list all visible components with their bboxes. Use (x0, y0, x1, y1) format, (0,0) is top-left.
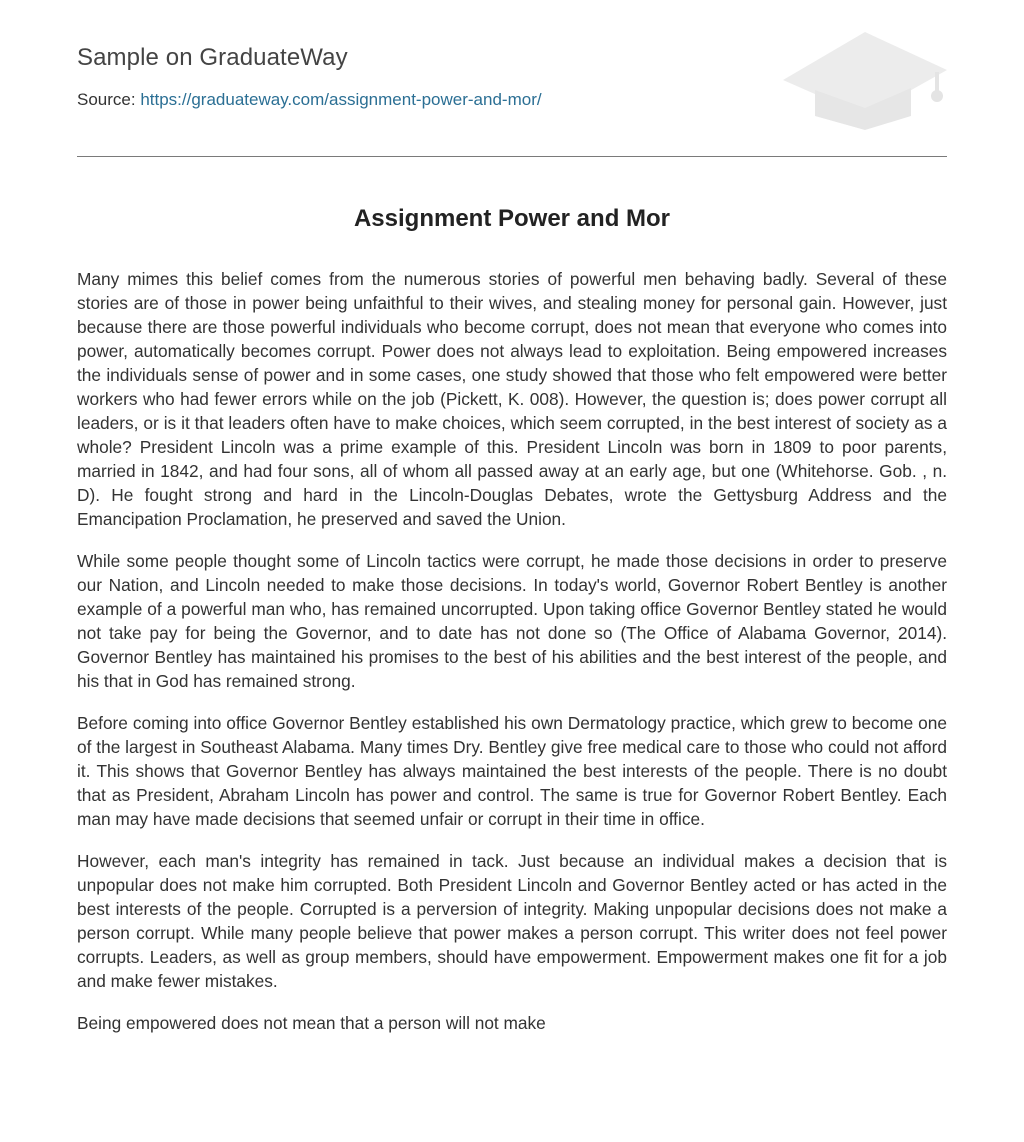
paragraph: While some people thought some of Lincoln tactics were corrupt, he made those decisions in order to preserve our Nation, and Lincoln needed to make those decisions. In today's world, Governor Robert Bentley is another example of a powerful man who, has remained uncorrupted. Upon taking office Governor Bentley stated he would not take pay for being the Governor, and to date has not done so (The Office of Alabama Governor, 2014). Governor Bentley has maintained his promises to the best of his abilities and the best interest of the people, and his that in God has remained strong. (77, 551, 947, 691)
page-header (77, 0, 947, 157)
source-label: Source: (77, 90, 136, 109)
source-line (77, 90, 542, 110)
paragraph: Many mimes this belief comes from the numerous stories of powerful men behaving badly. Several of these stories are of those in power being unfaithful to their wives, and stealing money for personal gain. However, just because there are those powerful individuals who become corrupt, does not mean that everyone who comes into power, automatically becomes corrupt. Power does not always lead to exploitation. Being empowered increases the individuals sense of power and in some cases, one study showed that those who felt empowered were better workers who had fewer errors while on the job (Pickett, K. 008). However, the question is; does power corrupt all leaders, or is it that leaders often have to make choices, which seem corrupted, in the best interest of society as a whole? President Lincoln was a prime example of this. President Lincoln was born in 1809 to poor parents, married in 1842, and had four sons, all of whom all passed away at an early age, but one (Whitehorse. Gob. , n. D). He fought strong and hard in the Lincoln-Douglas Debates, wrote the Gettysburg Address and the Emancipation Proclamation, he preserved and saved the Union. (77, 269, 947, 529)
paragraph: However, each man's integrity has remained in tack. Just because an individual makes a decision that is unpopular does not make him corrupted. Both President Lincoln and Governor Bentley acted or has acted in the best interests of the people. Corrupted is a perversion of integrity. Making unpopular decisions does not make a person corrupt. While many people believe that power makes a person corrupt. This writer does not feel power corrupts. Leaders, as well as group members, should have empowerment. Empowerment makes one fit for a job and make fewer mistakes. (77, 851, 947, 991)
document-title: Assignment Power and Mor (353, 205, 671, 232)
site-title: Sample on GraduateWay (77, 44, 348, 71)
source-link[interactable]: https://graduateway.com/assignment-power-and-mor/ (140, 90, 542, 109)
graduation-cap-icon (781, 30, 947, 134)
paragraph: Being empowered does not mean that a person will not make (77, 1013, 546, 1033)
document-body (77, 267, 947, 1053)
paragraph: Before coming into office Governor Bentley established his own Dermatology practice, which grew to become one of the largest in Southeast Alabama. Many times Dry. Bentley give free medical care to those who could not afford it. This shows that Governor Bentley has always maintained the best interests of the people. There is no doubt that as President, Abraham Lincoln has power and control. The same is true for Governor Robert Bentley. Each man may have made decisions that seemed unfair or corrupt in their time in office. (77, 713, 947, 829)
